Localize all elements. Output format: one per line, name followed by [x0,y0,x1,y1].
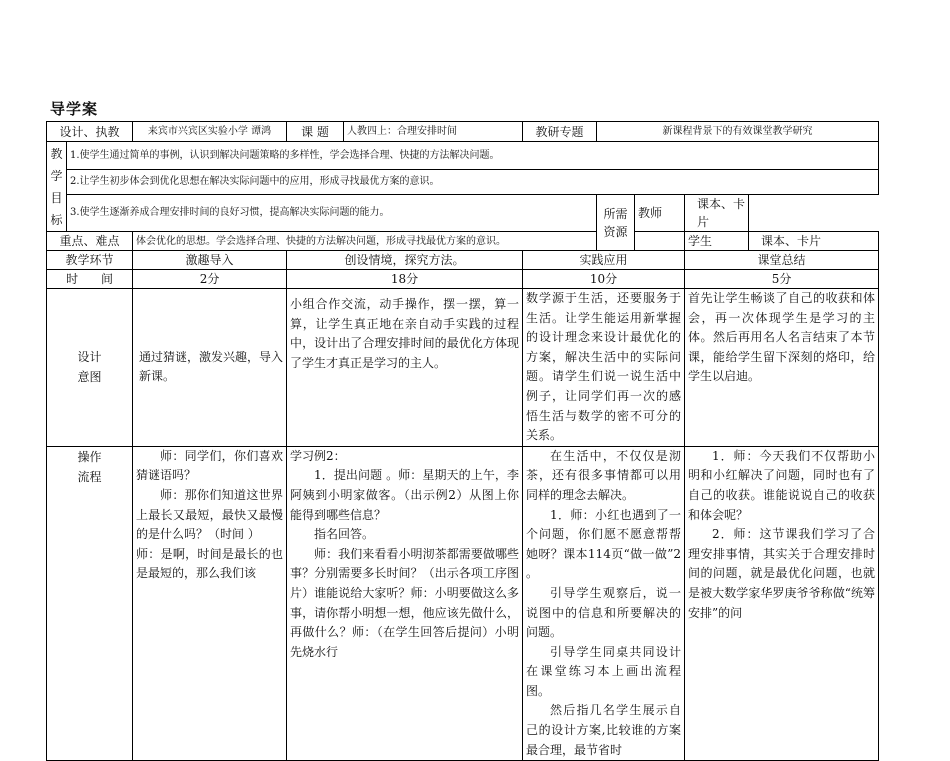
teacher-label: 教师 [635,195,685,232]
key-label: 重点、难点 [47,232,133,251]
goal-item: 1.使学生通过简单的事例，认识到解决问题策略的多样性，学会选择合理、快捷的方法解决问题。 [67,142,879,170]
intent-row [47,289,879,447]
process-paragraph: 然后指几名学生展示自己的设计方案,比较谁的方案最合理，最节省时 [526,703,682,757]
goals-label-char: 学 [50,168,63,183]
process-paragraph: 师：同学们，你们喜欢猜谜语吗？ [136,448,284,483]
process-col-explore [287,446,523,761]
process-paragraph: 1．师：今天我们不仅帮助小明和小红解决了问题，同时也有了自己的收获。谁能说说自己的收获和体会呢？ [688,448,876,522]
intent-cell: 通过猜谜，激发兴趣，导入新课。 [133,289,287,447]
goals-label [47,142,67,232]
goal-row [47,170,879,195]
key-row [47,232,879,251]
process-col-practice [523,446,685,761]
student-label: 学生 [685,232,749,251]
lesson-plan-table [46,121,879,761]
process-paragraph: 引导学生同桌共同设计在课堂练习本上画出流程图。 [526,644,682,698]
process-paragraph: 1．提出问题 。师：星期天的上午，李阿姨到小明家做客。（出示例2）从图上你能得到哪些信息？ [290,468,520,522]
process-row [47,446,879,761]
topic: 人教四上：合理安排时间 [344,122,523,142]
page-title: 导学案 [50,100,99,118]
process-paragraph: 师：我们来看看小明沏茶都需要做哪些事？分别需要多长时间？（出示各项工序图片）谁能说给大家听？师：小明要做这么多事，请你帮小明想一想，他应该先做什么，再做什么？师：（在学生回答后提问）小明先烧水行 [290,546,520,659]
process-paragraph: 师：是啊，时间是最长的也是最短的，那么我们该 [136,546,284,581]
goal-row [47,195,879,232]
stage-row [47,251,879,270]
goal-item: 2.让学生初步体会到优化思想在解决实际问题中的应用，形成寻找最优方案的意识。 [67,170,879,195]
key-text: 体会优化的思想。学会选择合理、快捷的方法解决问题，形成寻找最优方案的意识。 [133,232,685,251]
header-row [47,122,879,142]
stage-name: 课堂总结 [685,251,879,270]
stage-name: 激趣导入 [133,251,287,270]
intent-cell: 首先让学生畅谈了自己的收获和体会，再一次体现学生是学习的主体。然后再用名人名言结束了本节课，能给学生留下深刻的烙印，给学生以启迪。 [685,289,879,447]
goals-label-char: 教 [50,146,63,161]
stage-name: 创设情境，探究方法。 [287,251,523,270]
process-paragraph: 师：那你们知道这世界上最长又最短，最快又最慢的是什么吗？（时间 ） [136,487,284,542]
process-col-summary [685,446,879,761]
resource-label: 所需资源 [597,195,635,251]
goals-label-char: 目 [50,190,63,205]
stage-label: 教学环节 [47,251,133,270]
stage-name: 实践应用 [523,251,685,270]
intent-cell: 小组合作交流，动手操作，摆一摆，算一算，让学生真正地在亲自动手实践的过程中，设计出了合理安排时间的最优化方体现了学生才真正是学习的主人。 [287,289,523,447]
designer: 来宾市兴宾区实验小学 谭鸿 [133,122,287,142]
time-row [47,270,879,289]
process-col-intro [133,446,287,761]
student-resources: 课本、卡片 [749,232,879,251]
design-label: 设计、执教 [47,122,133,142]
process-paragraph: 2．师：这节课我们学习了合理安排事情，其实关于合理安排时间的问题，就是最优化问题，也就是被大数学家华罗庚爷爷称做“统筹安排”的问 [688,527,876,620]
research-label: 教研专题 [523,122,597,142]
teacher-resources: 课本、卡片 [685,195,749,232]
process-paragraph: 指名回答。 [314,527,375,542]
goal-item: 3.使学生逐渐养成合理安排时间的良好习惯，提高解决实际问题的能力。 [67,195,597,232]
time-value: 5分 [685,270,879,289]
time-value: 10分 [523,270,685,289]
goal-row [47,142,879,170]
time-label: 时 间 [47,270,133,289]
process-paragraph: 引导学生观察后，说一说图中的信息和所要解决的问题。 [526,585,682,640]
process-paragraph: 学习例2： [290,448,346,463]
topic-label: 课 题 [287,122,344,142]
goals-label-char: 标 [50,212,63,227]
time-value: 18分 [287,270,523,289]
process-paragraph: 1．师：小红也遇到了一个问题，你们愿不愿意帮帮她呀？课本114页“做一做”2 。 [526,507,682,581]
process-label: 操作 流程 [47,446,133,761]
time-value: 2分 [133,270,287,289]
intent-cell: 数学源于生活，还要服务于生活。让学生能运用新掌握的设计理念来设计最优化的方案，解决生活中的实际问题。请学生们说一说生活中例子，让同学们再一次的感悟生活与数学的密不可分的关系。 [523,289,685,447]
process-paragraph: 在生活中，不仅仅是沏茶，还有很多事情都可以用同样的理念去解决。 [526,448,682,502]
research-topic: 新课程背景下的有效课堂教学研究 [597,122,879,142]
intent-label: 设计 意图 [47,289,133,447]
